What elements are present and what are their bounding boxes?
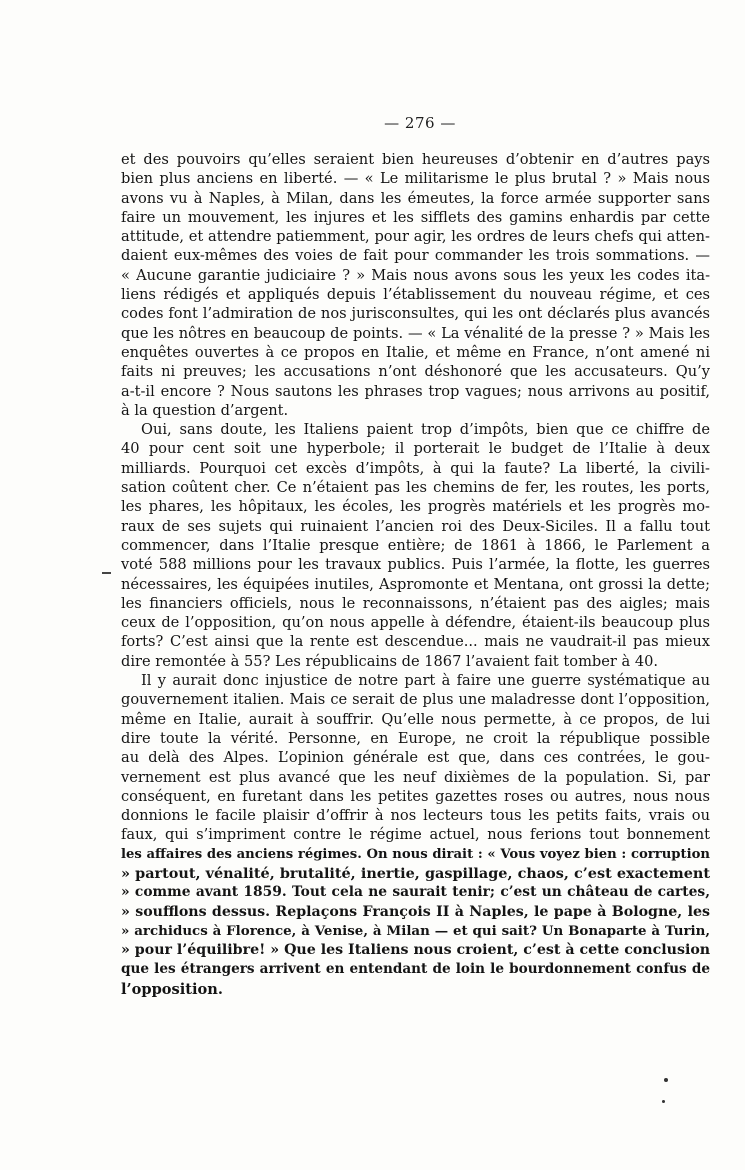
text-line: les affaires des anciens régimes. On nous dirait : « Vous voyez bien : corruption xyxy=(121,846,710,862)
page-number: — 276 — xyxy=(384,114,456,132)
text-line: sation coûtent cher. Ce n’étaient pas les chemins de fer, les routes, les ports, xyxy=(121,479,710,497)
text-line: dire toute la vérité. Personne, en Europe, ne croit la république possible xyxy=(121,729,710,747)
text-line: » partout, vénalité, brutalité, inertie, gaspillage, chaos, c’est exactement xyxy=(121,864,710,882)
paragraph-end-line: l’opposition. xyxy=(121,980,223,998)
text-line: a-t-il encore ? Nous sautons les phrases trop vagues; nous arrivons au positif, xyxy=(121,382,710,400)
ink-speck xyxy=(664,1078,668,1082)
text-line: faux, qui s’impriment contre le régime actuel, nous ferions tout bonnement xyxy=(121,826,710,844)
text-line: « Aucune garantie judiciaire ? » Mais nous avons sous les yeux les codes ita- xyxy=(121,266,710,284)
text-line: 40 pour cent soit une hyperbole; il porterait le budget de l’Italie à deux xyxy=(121,440,710,458)
text-line: les phares, les hôpitaux, les écoles, les progrès matériels et les progrès mo- xyxy=(121,498,710,516)
paragraph-start-line: Oui, sans doute, les Italiens paient trop d’impôts, bien que ce chiffre de xyxy=(141,421,710,439)
text-line: enquêtes ouvertes à ce propos en Italie, et même en France, n’ont amené ni xyxy=(121,343,710,361)
paragraph-end-line: à la question d’argent. xyxy=(121,401,289,419)
ink-speck xyxy=(662,1100,665,1103)
text-line: codes font l’admiration de nos jurisconsultes, qui les ont déclarés plus avancés xyxy=(121,305,710,323)
text-line: daient eux-mêmes des voies de fait pour commander les trois sommations. — xyxy=(121,247,710,265)
text-line: gouvernement italien. Mais ce serait de plus une maladresse dont l’opposition, xyxy=(121,691,710,709)
text-line: raux de ses sujets qui ruinaient l’ancien roi des Deux-Siciles. Il a fallu tout xyxy=(121,517,710,535)
paragraph-end-line: dire remontée à 55? Les républicains de 1867 l’avaient fait tomber à 40. xyxy=(121,652,659,670)
text-line: voté 588 millions pour les travaux publics. Puis l’armée, la flotte, les guerres xyxy=(121,556,710,574)
text-line: les financiers officiels, nous le reconnaissons, n’étaient pas des aigles; mais xyxy=(121,594,710,612)
text-line: nécessaires, les équipées inutiles, Aspromonte et Mentana, ont grossi la dette; xyxy=(121,575,710,593)
text-line: ceux de l’opposition, qu’on nous appelle à défendre, étaient-ils beaucoup plus xyxy=(121,614,710,632)
text-line: forts? C’est ainsi que la rente est descendue... mais ne vaudrait-il pas mieux xyxy=(121,633,710,651)
text-line: attitude, et attendre patiemment, pour agir, les ordres de leurs chefs qui atten- xyxy=(121,228,710,246)
text-line: donnions le facile plaisir d’offrir à nos lecteurs tous les petits faits, vrais ou xyxy=(121,807,710,825)
text-line: faits ni preuves; les accusations n’ont déshonoré que les accusateurs. Qu’y xyxy=(121,363,710,381)
text-line: » archiducs à Florence, à Venise, à Milan — et qui sait? Un Bonaparte à Turin, xyxy=(121,922,710,939)
text-line: faire un mouvement, les injures et les sifflets des gamins enhardis par cette xyxy=(121,208,710,226)
text-line: vernement est plus avancé que les neuf dixièmes de la population. Si, par xyxy=(121,768,710,786)
text-line: bien plus anciens en liberté. — « Le militarisme le plus brutal ? » Mais nous xyxy=(121,170,710,188)
text-line: milliards. Pourquoi cet excès d’impôts, à qui la faute? La liberté, la civili- xyxy=(121,459,710,477)
text-line: » soufflons dessus. Replaçons François II à Naples, le pape à Bologne, les xyxy=(121,903,710,920)
text-line: que les étrangers arrivent en entendant de loin le bourdonnement confus de xyxy=(121,961,710,978)
text-line: au delà des Alpes. L’opinion générale est que, dans ces contrées, le gou- xyxy=(121,749,710,767)
paragraph-start-line: Il y aurait donc injustice de notre part à faire une guerre systématique au xyxy=(141,672,710,690)
text-line: et des pouvoirs qu’elles seraient bien heureuses d’obtenir en d’autres pays xyxy=(121,151,710,168)
text-line: » comme avant 1859. Tout cela ne saurait tenir; c’est un château de cartes, xyxy=(121,884,710,901)
text-line: liens rédigés et appliqués depuis l’établissement du nouveau régime, et ces xyxy=(121,286,710,304)
text-line: » pour l’équilibre! » Que les Italiens nous croient, c’est à cette conclusion xyxy=(121,942,711,959)
text-line: conséquent, en furetant dans les petites gazettes roses ou autres, nous nous xyxy=(121,787,710,805)
text-line: commencer, dans l’Italie presque entière; de 1861 à 1866, le Parlement a xyxy=(121,536,710,554)
text-line: que les nôtres en beaucoup de points. — « La vénalité de la presse ? » Mais les xyxy=(121,324,710,342)
text-line: même en Italie, aurait à souffrir. Qu’elle nous permette, à ce propos, de lui xyxy=(121,710,710,728)
margin-mark xyxy=(102,572,111,574)
body-text xyxy=(121,150,710,999)
text-line: avons vu à Naples, à Milan, dans les émeutes, la force armée supporter sans xyxy=(121,189,710,207)
